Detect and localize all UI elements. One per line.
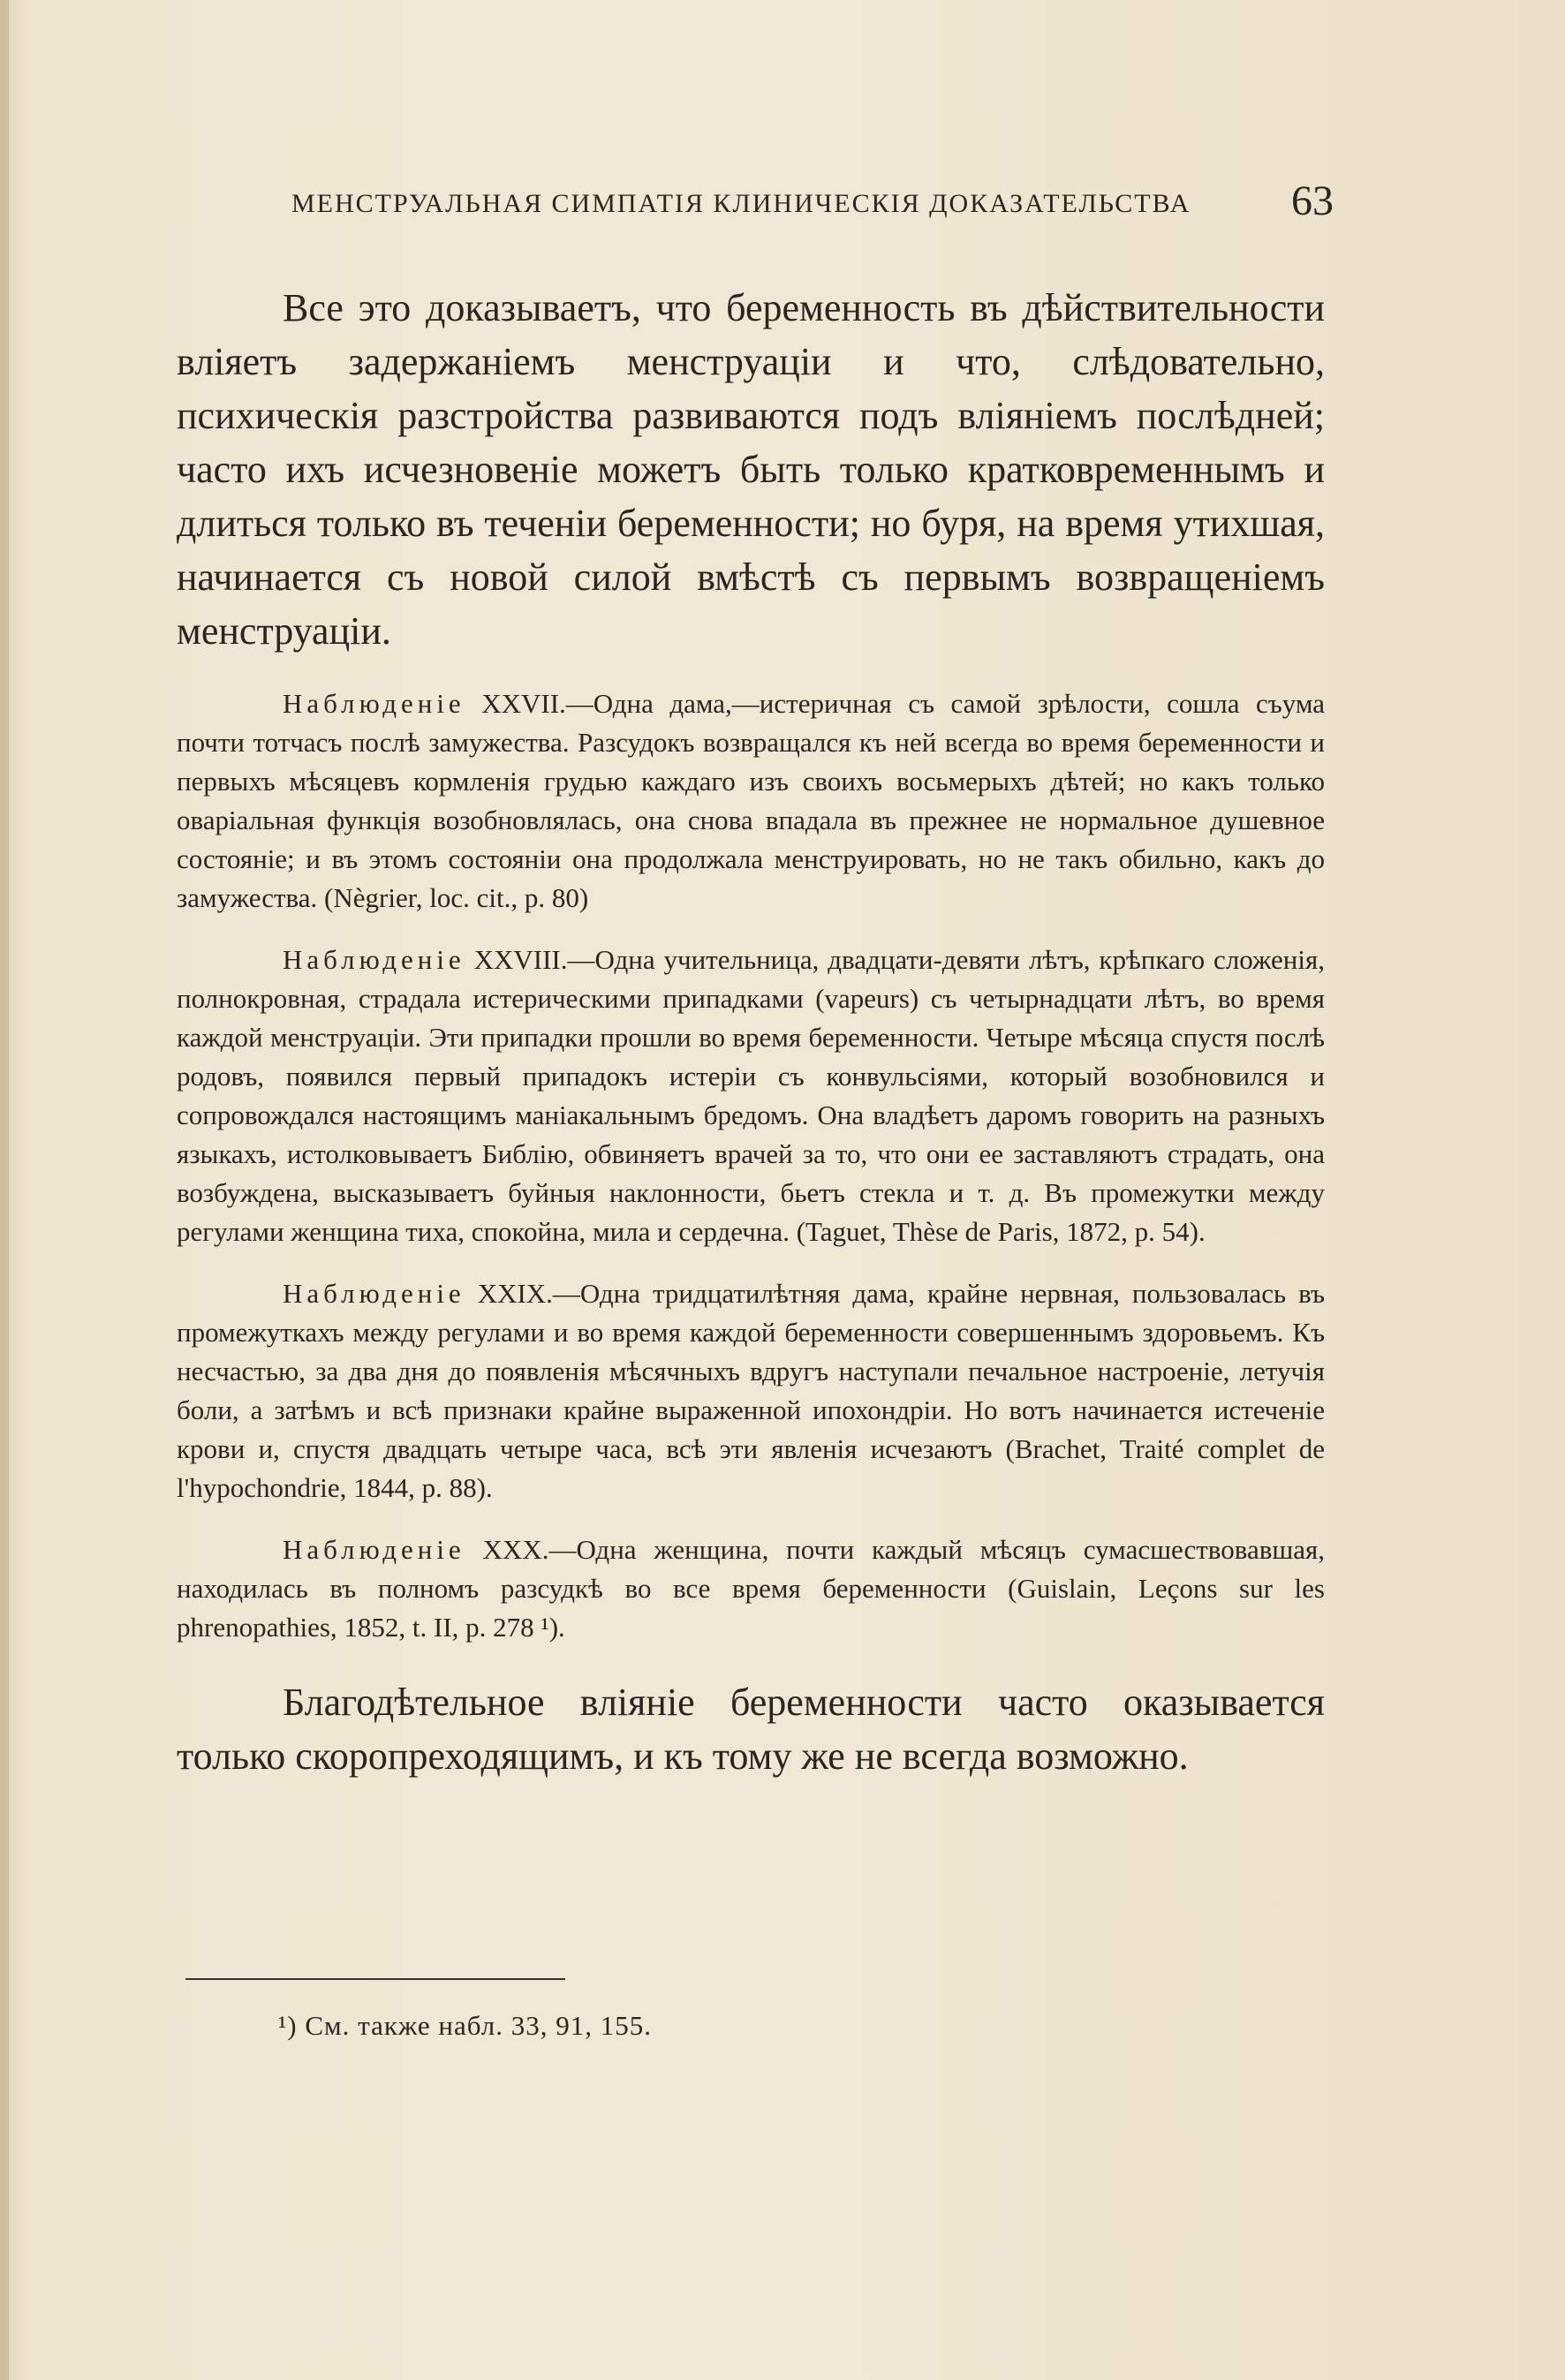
observation-text: XXVII.—Одна дама,—истеричная съ самой зрѣлости, сошла съума почти тотчасъ послѣ замужества. Разсудокъ возвращался къ ней всегда во время беременности и первыхъ мѣсяцевъ кормленія грудью каждаго изъ своихъ восьмерыхъ дѣтей; но какъ только оваріальная функція возобновлялась, она снова впадала въ прежнее не нормальное душевное состояніе; и въ этомъ состояніи она продолжала менструировать, но не такъ обильно, какъ до замужества. (Nègrier, loc. cit., p. 80) [177,688,1326,913]
observation-27 [177,684,1325,918]
observation-label: Наблюденіе [283,1534,465,1565]
footnote-divider [185,1978,565,1980]
observation-30 [177,1530,1325,1647]
page-spine-shadow [0,0,9,2380]
page-header [283,177,1334,230]
observation-label: Наблюденіе [283,944,465,975]
observation-label: Наблюденіе [283,1278,465,1309]
page-content [177,281,1325,1783]
observation-text: XXIX.—Одна тридцатилѣтняя дама, крайне нервная, пользовалась въ промежуткахъ между регулами и во время каждой беременности совершеннымъ здоровьемъ. Къ несчастью, за два дня до появленія мѣсячныхъ вдругъ наступали печальное настроеніе, летучія боли, а затѣмъ и всѣ признаки крайне выраженной ипохондріи. Но вотъ начинается истеченіе крови и, спустя двадцать четыре часа, всѣ эти явленія исчезаютъ (Brachet, Traité complet de l'hypochondrie, 1844, p. 88). [177,1278,1326,1503]
page-number: 63 [1291,178,1334,224]
intro-paragraph: Все это доказываетъ, что беременность въ дѣйствительности вліяетъ задержаніемъ менструаціи и что, слѣдовательно, психическія разстройства развиваются подъ вліяніемъ послѣдней; часто ихъ исчезновеніе можетъ быть только кратковременнымъ и длиться только въ теченіи беременности; но буря, на время утихшая, начинается съ новой силой вмѣстѣ съ первымъ возвращеніемъ менструаціи. [177,286,1325,653]
observation-text: XXX.—Одна женщина, почти каждый мѣсяцъ сумасшествовавшая, находилась въ полномъ разсудкѣ во все время беременности (Guislain, Leçons sur les phrenopathies, 1852, t. II, p. 278 ¹). [177,1534,1325,1643]
observation-text: XXVIII.—Одна учительница, двадцати-девяти лѣтъ, крѣпкаго сложенія, полнокровная, страдала истерическими припадками (vapeurs) съ четырнадцати лѣтъ, во время каждой менструаціи. Эти припадки прошли во время беременности. Четыре мѣсяца спустя послѣ родовъ, появился первый припадокъ истеріи съ конвульсіями, который возобновился и сопровождался настоящимъ маніакальнымъ бредомъ. Она владѣетъ даромъ говорить на разныхъ языкахъ, истолковываетъ Библію, обвиняетъ врачей за то, что они ее заставляютъ страдать, она возбуждена, высказываетъ буйныя наклонности, бьетъ стекла и т. д. Въ промежутки между регулами женщина тиха, спокойна, мила и сердечна. (Taguet, Thèse de Paris, 1872, p. 54). [177,944,1325,1247]
observation-29 [177,1274,1325,1507]
footnote: ¹) См. также набл. 33, 91, 155. [278,2010,652,2041]
running-title: МЕНСТРУАЛЬНАЯ СИМПАТІЯ КЛИНИЧЕСКІЯ ДОКАЗАТЕЛЬСТВА [291,189,1191,218]
observation-label: Наблюденіе [283,688,465,719]
closing-paragraph: Благодѣтельное вліяніе беременности часто оказывается только скоропреходящимъ, и къ тому же не всегда возможно. [177,1681,1325,1778]
observation-28 [177,941,1325,1251]
